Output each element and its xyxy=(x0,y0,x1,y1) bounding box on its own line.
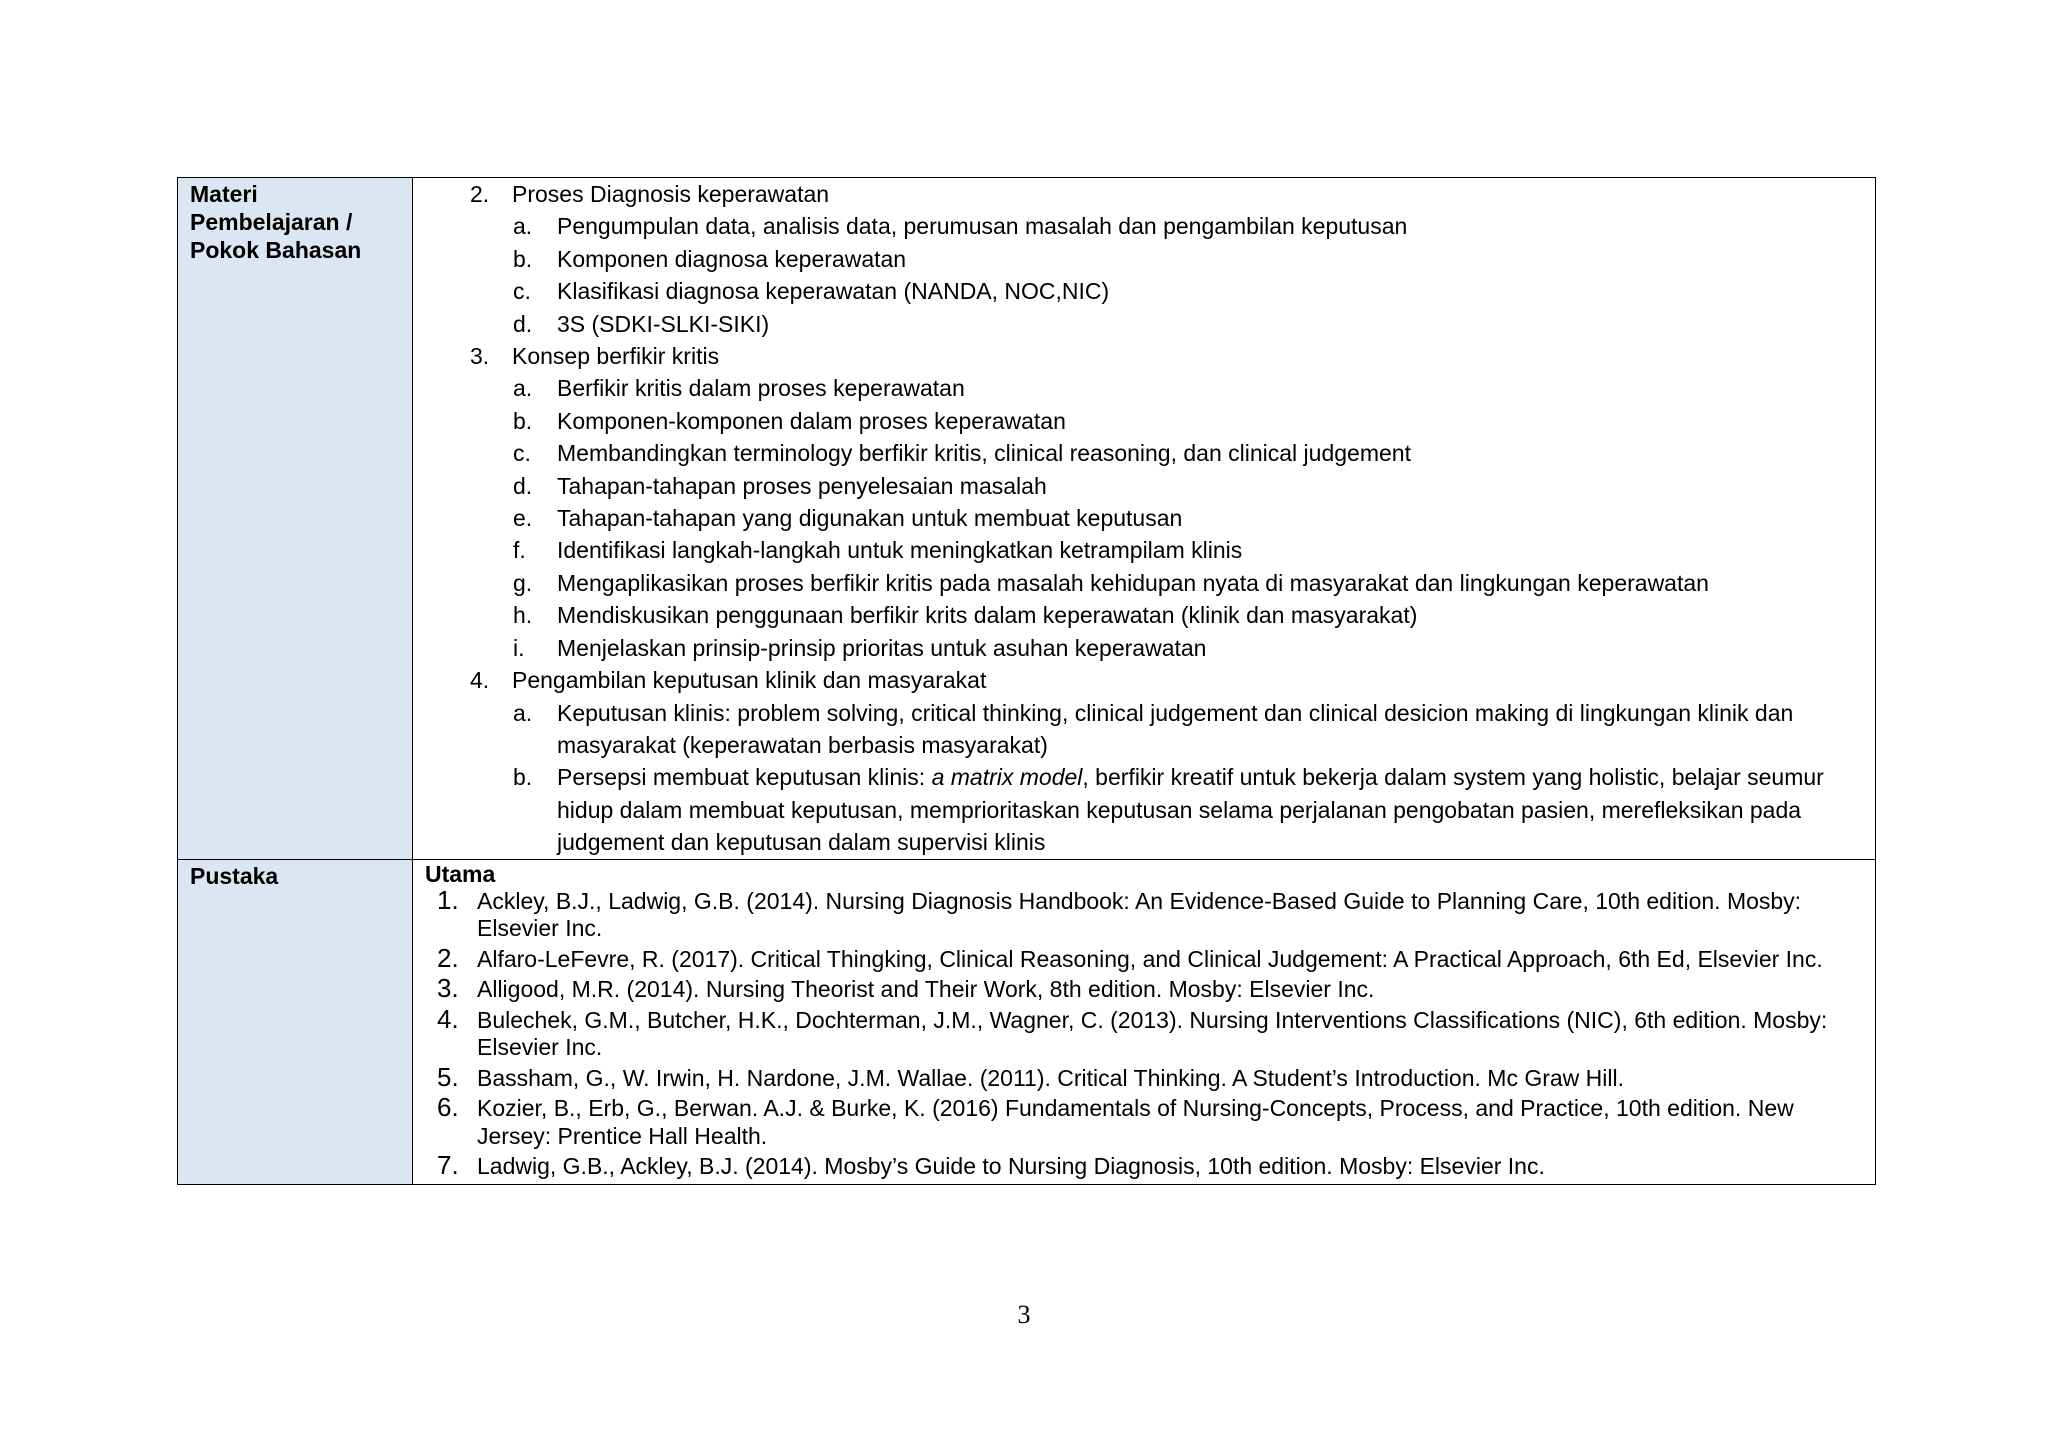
subtopic-letter: a. xyxy=(513,699,533,726)
subtopic-item xyxy=(413,502,1845,534)
subtopic-text: Berfikir kritis dalam proses keperawatan xyxy=(557,375,965,402)
topic-text: Proses Diagnosis keperawatan xyxy=(512,181,830,207)
pustaka-heading: Utama xyxy=(425,860,496,887)
subtopic-letter: f. xyxy=(513,537,526,564)
reference-text: Kozier, B., Erb, G., Berwan. A.J. & Burke, K. (2016) Fundamentals of Nursing-Concepts, Process, and Practice, 10th edition. New Jersey: Prentice Hall Health. xyxy=(477,1095,1794,1149)
subtopic-text-italic: a matrix model xyxy=(931,764,1083,791)
subtopic-item xyxy=(413,275,1845,307)
subtopic-item xyxy=(413,632,1845,664)
reference-item xyxy=(425,1150,1861,1181)
topic-item xyxy=(413,340,1845,372)
subtopic-text-after: , berfikir kreatif untuk bekerja dalam system yang holistic, belajar seumur hidup dalam membuat keputusan, memprioritaskan keputusan selama perjalanan pengobatan pasien, merefleksikan pada judgement dan keputusan dalam supervisi klinis xyxy=(557,764,1824,856)
reference-text: Ladwig, G.B., Ackley, B.J. (2014). Mosby’s Guide to Nursing Diagnosis, 10th edition. Mosby: Elsevier Inc. xyxy=(477,1153,1545,1180)
subtopic-letter: b. xyxy=(513,407,533,434)
reference-text: Bassham, G., W. Irwin, H. Nardone, J.M. Wallae. (2011). Critical Thinking. A Student’s Introduction. Mc Graw Hill. xyxy=(477,1064,1625,1091)
topic-number: 3. xyxy=(470,343,490,370)
subtopic-item xyxy=(413,437,1845,469)
subtopic-item xyxy=(413,470,1845,502)
rps-table xyxy=(177,177,1876,1185)
topic-text: Konsep berfikir kritis xyxy=(512,343,720,370)
subtopic-text: Menjelaskan prinsip-prinsip prioritas untuk asuhan keperawatan xyxy=(557,634,1207,661)
reference-text: Bulechek, G.M., Butcher, H.K., Dochterman, J.M., Wagner, C. (2013). Nursing Interventions Classifications (NIC), 6th edition. Mosby: Elsevier Inc. xyxy=(477,1006,1828,1061)
subtopic-text: 3S (SDKI-SLKI-SIKI) xyxy=(557,310,770,337)
reference-item xyxy=(425,1003,1861,1062)
topic-text: Pengambilan keputusan klinik dan masyarakat xyxy=(512,667,987,694)
subtopic-item xyxy=(413,534,1845,566)
reference-number: 3. xyxy=(437,973,459,1004)
subtopic-text: Membandingkan terminology berfikir kritis, clinical reasoning, dan clinical judgement xyxy=(557,440,1411,467)
subtopic-item xyxy=(413,308,1845,340)
subtopic-text: Keputusan klinis: problem solving, critical thinking, clinical judgement dan clinical desicion making di lingkungan klinik dan masyarakat (keperawatan berbasis masyarakat) xyxy=(557,699,1794,758)
subtopic-letter: i. xyxy=(513,634,525,661)
reference-number: 6. xyxy=(437,1092,459,1123)
topic-item xyxy=(413,178,1845,210)
subtopic-item xyxy=(413,405,1845,437)
reference-number: 4. xyxy=(437,1003,459,1034)
reference-number: 5. xyxy=(437,1061,459,1092)
subtopic-letter: g. xyxy=(513,569,533,596)
reference-text: Alfaro-LeFevre, R. (2017). Critical Thingking, Clinical Reasoning, and Clinical Judgement: A Practical Approach, 6th Ed, Elsevier Inc. xyxy=(477,945,1823,972)
reference-item xyxy=(425,973,1861,1004)
topic-number: 4. xyxy=(470,667,490,694)
subtopic-item xyxy=(413,372,1845,404)
subtopic-letter: b. xyxy=(513,245,533,272)
subtopic-text: Klasifikasi diagnosa keperawatan (NANDA, NOC,NIC) xyxy=(557,278,1110,305)
subtopic-letter: b. xyxy=(513,764,533,791)
subtopic-text: Mendiskusikan penggunaan berfikir krits dalam keperawatan (klinik dan masyarakat) xyxy=(557,602,1418,629)
reference-number: 7. xyxy=(437,1150,459,1181)
subtopic-letter: a. xyxy=(513,375,533,402)
reference-item xyxy=(425,1092,1861,1150)
subtopic-text: Komponen-komponen dalam proses keperawatan xyxy=(557,407,1066,434)
reference-number: 1. xyxy=(437,884,459,915)
subtopic-text: Pengumpulan data, analisis data, perumusan masalah dan pengambilan keputusan xyxy=(557,213,1408,240)
subtopic-text: Tahapan-tahapan yang digunakan untuk membuat keputusan xyxy=(557,505,1183,532)
subtopic-item xyxy=(413,210,1845,242)
subtopic-letter: c. xyxy=(513,440,531,467)
reference-text: Alligood, M.R. (2014). Nursing Theorist and Their Work, 8th edition. Mosby: Elsevier Inc. xyxy=(477,976,1375,1003)
materi-content xyxy=(413,178,1876,860)
materi-label: Materi Pembelajaran / Pokok Bahasan xyxy=(178,178,413,860)
subtopic-text-before: Persepsi membuat keputusan klinis: xyxy=(557,764,932,791)
page-number: 3 xyxy=(1017,1300,1031,1329)
subtopic-letter: a. xyxy=(513,213,533,240)
subtopic-text: Tahapan-tahapan proses penyelesaian masalah xyxy=(557,472,1047,499)
subtopic-item xyxy=(413,599,1845,631)
reference-item xyxy=(425,942,1861,974)
subtopic-text: Identifikasi langkah-langkah untuk meningkatkan ketrampilam klinis xyxy=(557,537,1243,564)
subtopic-item xyxy=(413,567,1845,599)
reference-number: 2. xyxy=(437,942,459,973)
materi-row xyxy=(178,178,1876,860)
subtopic-item xyxy=(413,761,1845,858)
reference-item xyxy=(425,1061,1861,1093)
reference-text: Ackley, B.J., Ladwig, G.B. (2014). Nursing Diagnosis Handbook: An Evidence-Based Guide to Planning Care, 10th edition. Mosby: Elsevier Inc. xyxy=(477,887,1802,942)
reference-item xyxy=(425,884,1861,943)
subtopic-text: Mengaplikasikan proses berfikir kritis pada masalah kehidupan nyata di masyarakat dan lingkungan keperawatan xyxy=(557,569,1709,596)
pustaka-row xyxy=(178,859,1876,1184)
subtopic-text: Komponen diagnosa keperawatan xyxy=(557,245,907,272)
subtopic-letter: c. xyxy=(513,278,531,305)
subtopic-letter: d. xyxy=(513,310,533,337)
subtopic-letter: h. xyxy=(513,602,533,629)
subtopic-letter: e. xyxy=(513,505,533,532)
subtopic-item xyxy=(413,243,1845,275)
subtopic-letter: d. xyxy=(513,472,533,499)
subtopic-item xyxy=(413,697,1845,762)
topic-number: 2. xyxy=(470,181,490,207)
pustaka-label: Pustaka xyxy=(178,859,413,1184)
pustaka-content xyxy=(413,859,1876,1184)
topic-item xyxy=(413,664,1845,696)
